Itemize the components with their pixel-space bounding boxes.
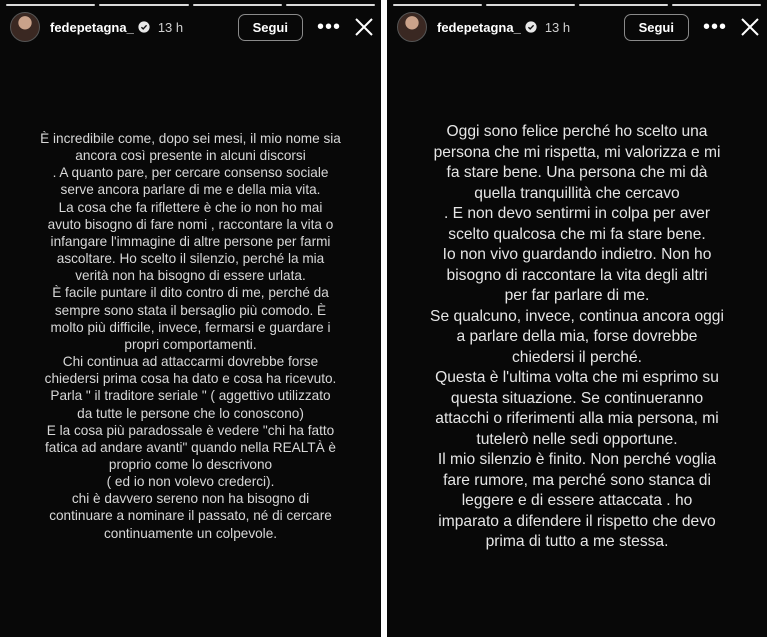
story-header: [397, 12, 759, 42]
progress-segment: [193, 4, 282, 6]
story-text-line: prima di tutto a me stessa.: [485, 533, 669, 550]
username[interactable]: fedepetagna_: [50, 19, 134, 35]
story-text-line: Parla " il traditore seriale " ( aggettivo utilizzato: [50, 388, 331, 404]
story-text-line: ( ed io non volevo crederci).: [106, 474, 275, 490]
story-text-line: E la cosa più paradossale è vedere "chi ha fatto: [46, 422, 335, 438]
story-text-line: Oggi sono felice perché ho scelto una: [446, 123, 708, 140]
close-icon[interactable]: [355, 18, 373, 36]
story-text-line: a parlare della mia, forse dovrebbe: [456, 328, 698, 345]
story-text-line: propri comportamenti.: [124, 336, 257, 352]
story-text-line: La cosa che fa riflettere è che io non ho mai: [58, 199, 323, 215]
story-text-line: Chi continua ad attaccarmi dovrebbe forse: [62, 354, 319, 370]
story-text-line: da tutte le persone che lo conoscono): [77, 405, 304, 421]
progress-segment: [99, 4, 188, 6]
verified-badge-icon: [138, 21, 150, 33]
story-text-line: Io non vivo guardando indietro. Non ho: [442, 246, 712, 263]
story-text-line: verità non ha bisogno di essere urlata.: [75, 268, 306, 284]
story-text-line: persona che mi rispetta, mi valorizza e mi: [433, 143, 721, 161]
story-text-line: È incredibile come, dopo sei mesi, il mio nome sia: [40, 131, 341, 146]
avatar[interactable]: [10, 12, 40, 42]
progress-segment: [672, 4, 761, 6]
story-text-line: leggere e di essere attaccata . ho: [461, 492, 693, 509]
story-text-line: continuamente un colpevole.: [103, 525, 278, 541]
story-panel-right[interactable]: [387, 0, 767, 637]
story-text-line: tutelerò nelle sedi opportune.: [476, 430, 678, 448]
story-text-line: molto più difficile, invece, fermarsi e guardare i: [50, 319, 331, 335]
story-text-line: proprio come lo descrivono: [108, 456, 273, 472]
story-text-line: continuare a nominare il passato, né di cercare: [49, 508, 332, 524]
story-text-line: fare rumore, ma perché sono stanca di: [443, 471, 711, 489]
story-text-line: sempre sono stata il bersaglio più comodo. È: [54, 302, 327, 318]
story-text: [18, 130, 363, 542]
more-options-icon[interactable]: •••: [316, 16, 341, 38]
verified-badge-icon: [525, 21, 537, 33]
story-progress-bar: [393, 4, 761, 6]
more-options-icon[interactable]: •••: [702, 16, 727, 38]
story-text-line: Il mio silenzio è finito. Non perché voglia: [437, 451, 717, 468]
progress-segment: [393, 4, 482, 6]
story-text-line: Se qualcuno, invece, continua ancora oggi: [430, 307, 724, 325]
story-text-line: avuto bisogno di fare nomi , raccontare la vita o: [47, 216, 334, 232]
story-text-line: . E non devo sentirmi in colpa per aver: [443, 205, 711, 222]
progress-segment: [579, 4, 668, 6]
story-text-line: per far parlare di me.: [504, 287, 650, 304]
story-text-line: ascoltare. Ho scelto il silenzio, perché la mia: [56, 251, 325, 267]
story-text-line: questa situazione. Se continueranno: [450, 389, 704, 407]
avatar[interactable]: [397, 12, 427, 42]
progress-segment: [486, 4, 575, 6]
story-text-line: chi è davvero sereno non ha bisogno di: [71, 491, 310, 507]
story-text-line: chiedersi il perché.: [511, 348, 642, 366]
story-panel-left[interactable]: [0, 0, 381, 637]
story-text-line: bisogno di raccontare la vita degli altri: [446, 266, 708, 284]
story-text-line: chiedersi prima cosa ha dato e cosa ha ricevuto.: [44, 371, 337, 387]
close-icon[interactable]: [741, 18, 759, 36]
follow-button[interactable]: Segui: [624, 14, 689, 41]
post-time: 13 h: [544, 19, 571, 35]
progress-segment: [6, 4, 95, 6]
story-text-line: ancora così presente in alcuni discorsi: [75, 148, 306, 164]
story-text-line: infangare l'immagine di altre persone per farmi: [50, 233, 331, 249]
story-text-line: attacchi o riferimenti alla mia persona, mi: [435, 410, 719, 427]
story-text-line: scelto qualcosa che mi fa stare bene.: [448, 225, 706, 243]
story-text-line: serve ancora parlare di me e della mia vita.: [60, 182, 321, 198]
story-text-line: fatica ad andare avanti" quando nella REALTÀ è: [45, 439, 336, 455]
story-text-line: È facile puntare il dito contro di me, perché da: [52, 285, 329, 301]
story-text-line: quella tranquillità che cercavo: [474, 184, 680, 202]
story-text-line: fa stare bene. Una persona che mi dà: [446, 164, 708, 181]
story-text-line: Questa è l'ultima volta che mi esprimo su: [435, 369, 719, 386]
story-progress-bar: [6, 4, 375, 6]
username[interactable]: fedepetagna_: [437, 19, 521, 35]
follow-button[interactable]: Segui: [238, 14, 303, 41]
story-text-line: . A quanto pare, per cercare consenso sociale: [52, 165, 329, 181]
post-time: 13 h: [157, 19, 184, 35]
story-text: [399, 122, 755, 553]
story-text-line: imparato a difendere il rispetto che devo: [438, 512, 716, 530]
story-header: [10, 12, 373, 42]
progress-segment: [286, 4, 375, 6]
